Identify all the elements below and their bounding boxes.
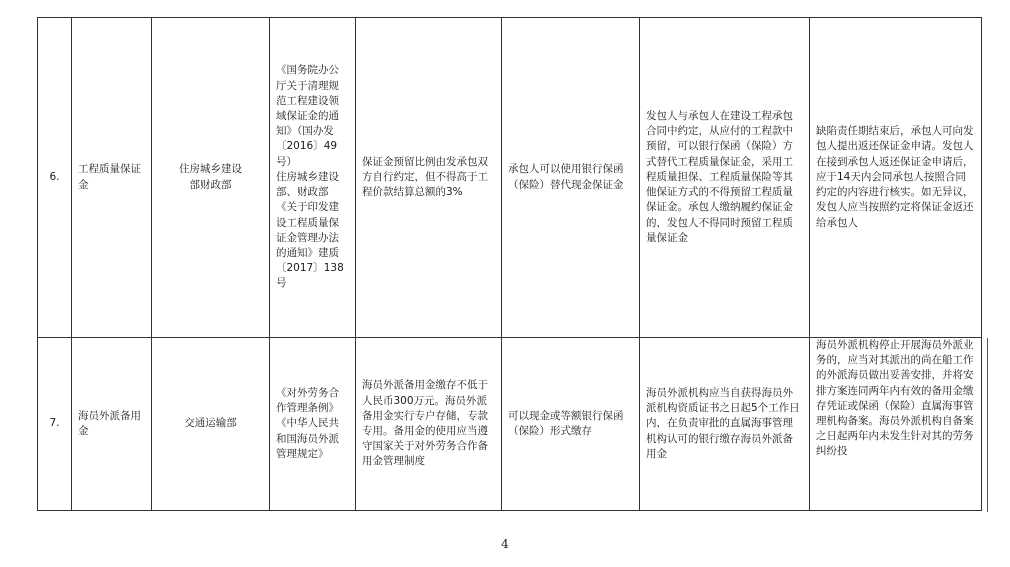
collection-rules: 发包人与承包人在建设工程承包合同中约定，从应付的工程款中预留，可以银行保函（保险）方式替代工程质量保证金，采用工程质量担保、工程质量保险等其他保证方式的不得预留工程质量保证金。承包人缴纳履约保证金的，发包人不得同时预留工程质量保证金 — [640, 18, 810, 338]
row-number: 6. — [38, 18, 72, 338]
cell-edge-mark — [987, 338, 988, 512]
deposit-standard: 海员外派备用金缴存不低于人民币300万元。海员外派备用金实行专户存储，专款专用。备用金的使用应当遵守国家关于对外劳务合作备用金管理制度 — [356, 338, 502, 511]
policy-basis: 《国务院办公厅关于清理规范工程建设领域保证金的通知》（国办发〔2016〕49号） 住房城乡建设部、财政部《关于印发建设工程质量保证金管理办法的通知》建质〔2017〕138号 — [270, 18, 356, 338]
item-name: 工程质量保证金 — [72, 18, 152, 338]
deposit-method: 可以现金或等额银行保函（保险）形式缴存 — [502, 338, 640, 511]
row-number: 7. — [38, 338, 72, 511]
deposit-method: 承包人可以使用银行保函（保险）替代现金保证金 — [502, 18, 640, 338]
table-row — [38, 338, 982, 511]
page-number: 4 — [501, 537, 509, 551]
table-row — [38, 18, 982, 338]
department: 住房城乡建设部财政部 — [152, 18, 270, 338]
department: 交通运输部 — [152, 338, 270, 511]
collection-rules: 海员外派机构应当自获得海员外派机构资质证书之日起5个工作日内，在负责审批的直属海事管理机构认可的银行缴存海员外派备用金 — [640, 338, 810, 511]
refund-rules: 缺陷责任期结束后，承包人可向发包人提出返还保证金申请。发包人在接到承包人返还保证金申请后，应于14天内会同承包人按照合同约定的内容进行核实。如无异议，发包人应当按照约定将保证金返还给承包人 — [810, 18, 982, 338]
policy-basis: 《对外劳务合作管理条例》 《中华人民共和国海员外派管理规定》 — [270, 338, 356, 511]
guarantee-table — [37, 17, 982, 511]
item-name: 海员外派备用金 — [72, 338, 152, 511]
deposit-standard: 保证金预留比例由发承包双方自行约定，但不得高于工程价款结算总额的3% — [356, 18, 502, 338]
refund-rules: 海员外派机构停止开展海员外派业务的，应当对其派出的尚在船工作的外派海员做出妥善安排，并将安排方案连同两年内有效的备用金缴存凭证或保函（保险）直属海事管理机构备案。海员外派机构自备案之日起两年内未发生针对其的劳务纠纷投 — [810, 338, 982, 511]
